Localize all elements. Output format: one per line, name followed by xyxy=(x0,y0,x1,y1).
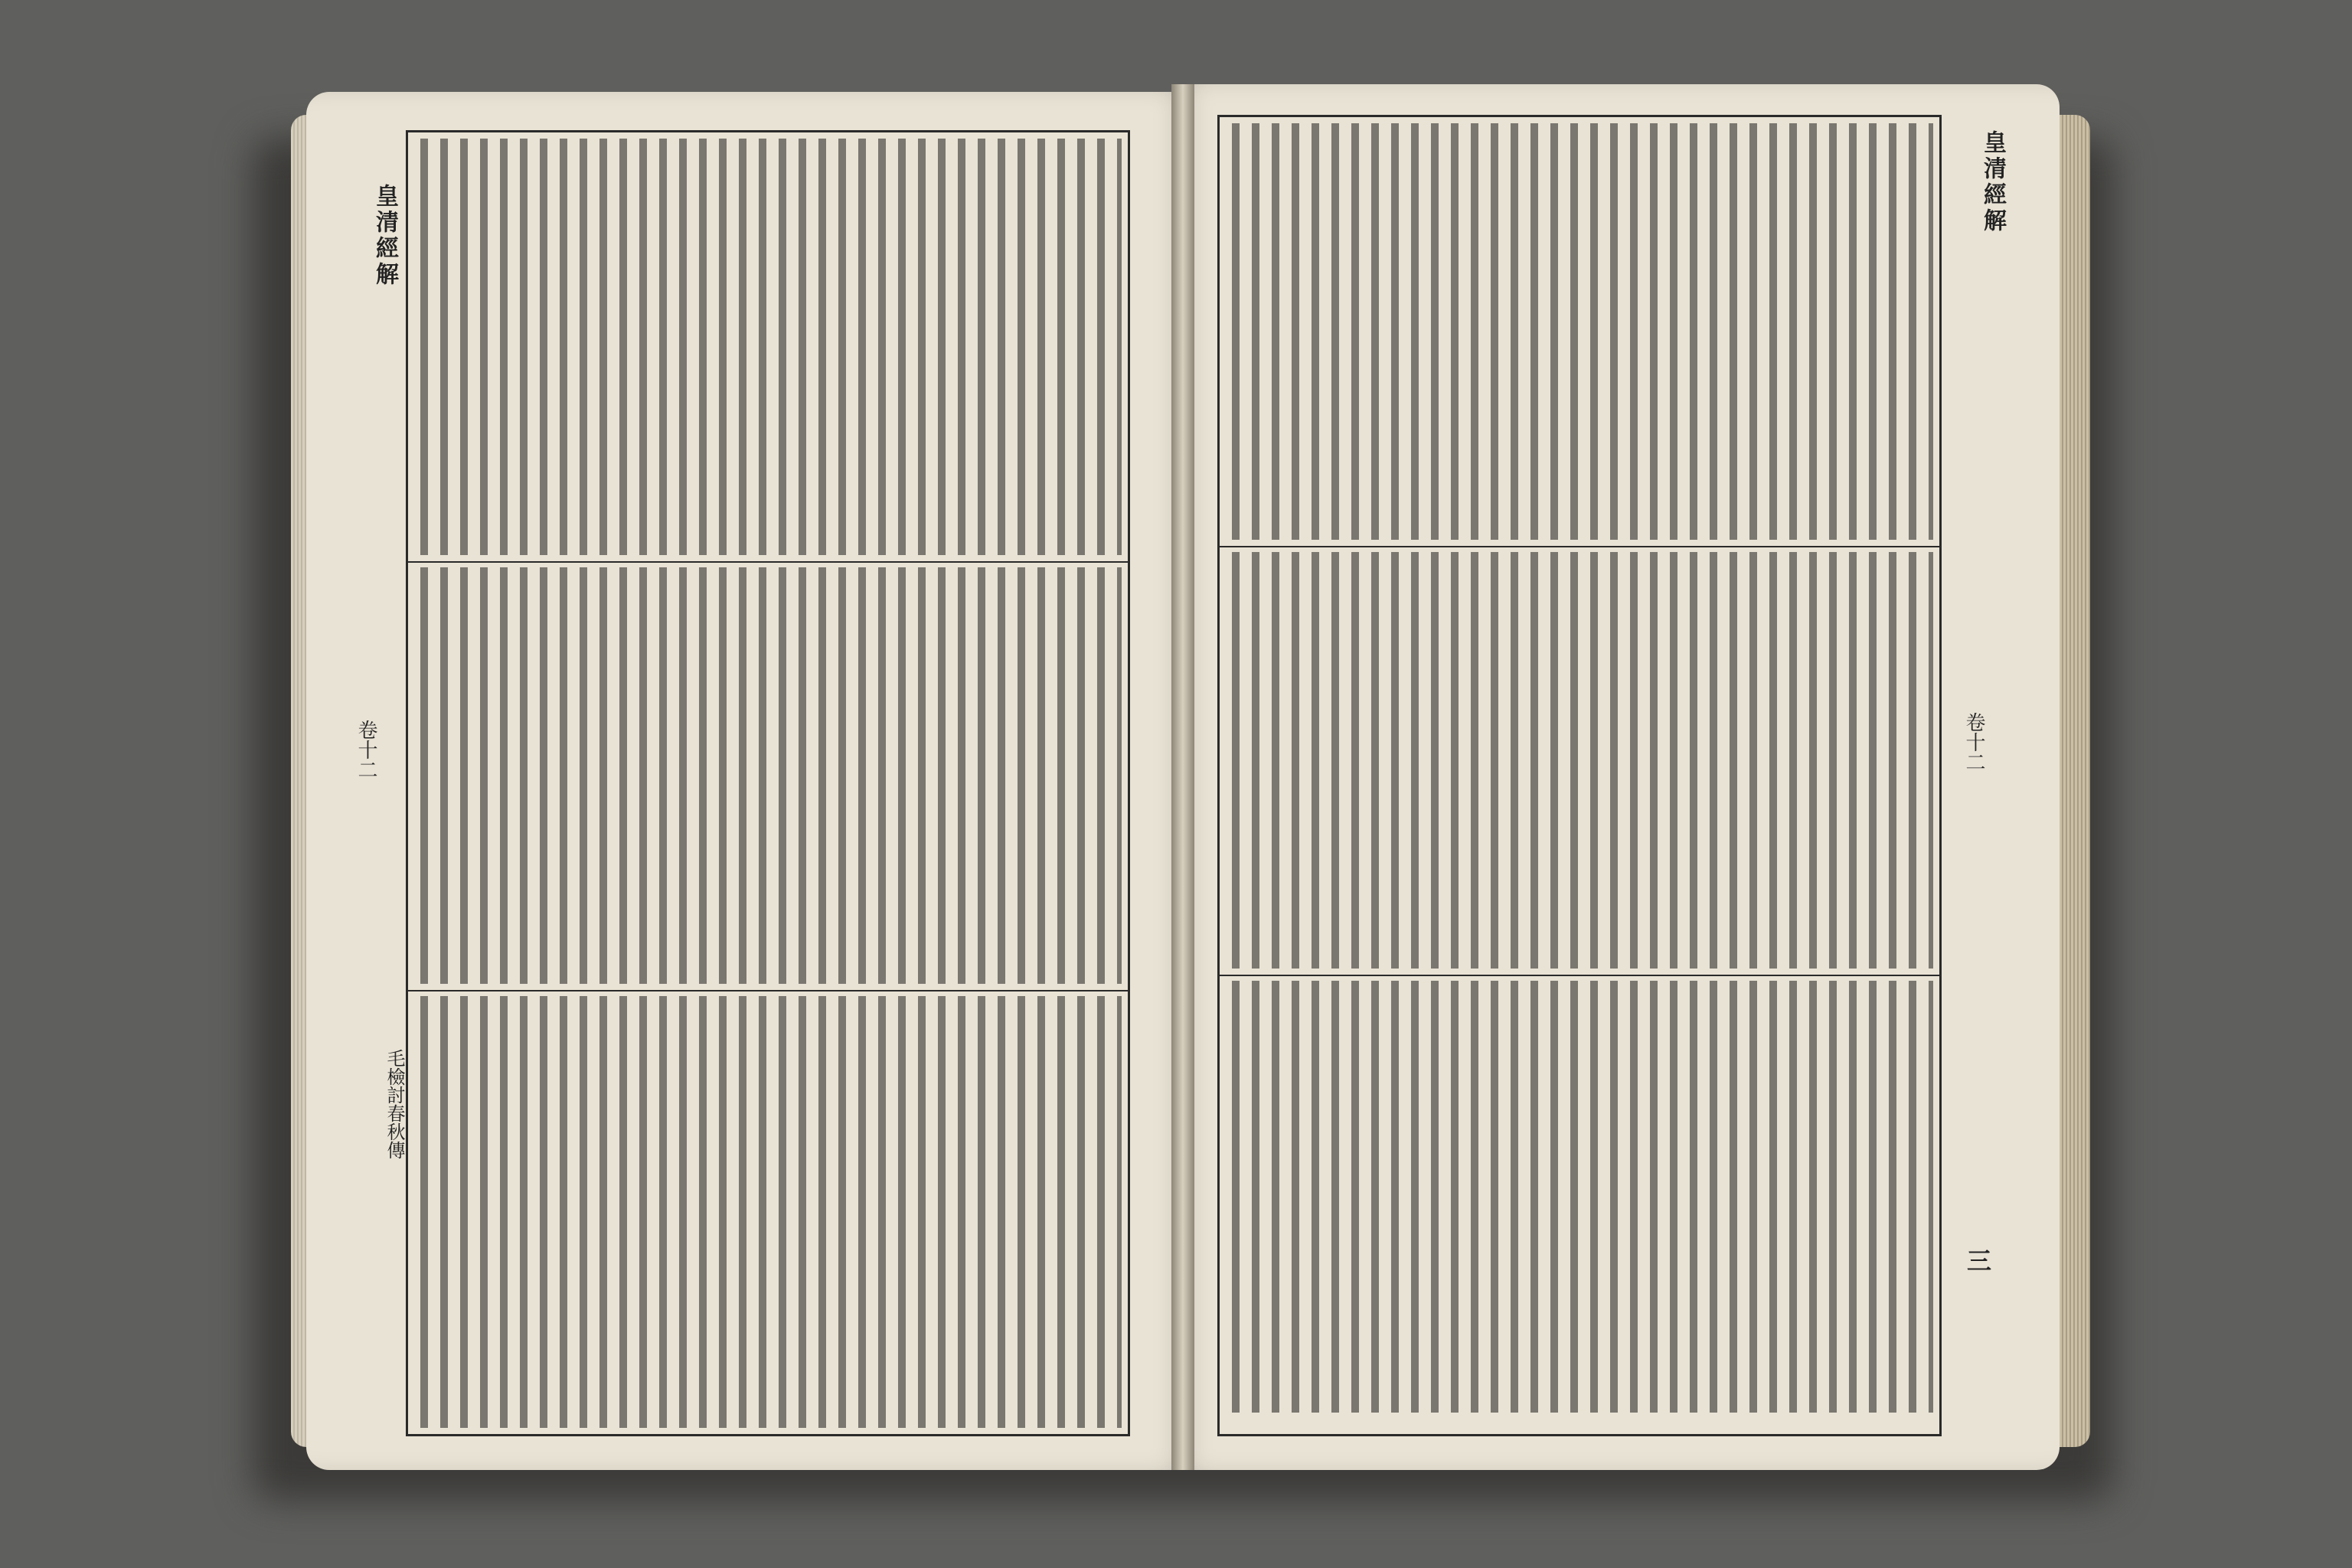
right-page xyxy=(1171,84,2060,1470)
right-band-2 xyxy=(1220,546,1939,975)
right-band-1-text-columns xyxy=(1226,123,1933,540)
book-gutter xyxy=(1171,84,1194,1470)
left-page xyxy=(306,92,1194,1470)
right-margin-volume: 卷十二 xyxy=(1962,712,1985,772)
right-band-3 xyxy=(1220,975,1939,1419)
right-text-frame xyxy=(1217,115,1942,1436)
left-band-3-text-columns xyxy=(414,996,1122,1428)
left-band-2-text-columns xyxy=(414,567,1122,984)
right-folio: 三 xyxy=(1963,1248,1992,1272)
right-band-2-text-columns xyxy=(1226,552,1933,969)
left-band-3 xyxy=(408,990,1128,1434)
left-margin-title: 皇清經解 xyxy=(371,184,398,288)
left-margin-volume: 卷十二 xyxy=(354,720,377,779)
left-band-2 xyxy=(408,561,1128,990)
right-band-1 xyxy=(1220,117,1939,546)
left-band-1 xyxy=(408,132,1128,561)
left-band-1-text-columns xyxy=(414,139,1122,555)
band-headings xyxy=(0,0,1,1)
right-band-3-text-columns xyxy=(1226,981,1933,1413)
right-margin-title: 皇清經解 xyxy=(1979,130,2006,234)
left-text-frame xyxy=(406,130,1130,1436)
left-edge-label: 毛檢討春秋傳 xyxy=(384,1049,405,1159)
